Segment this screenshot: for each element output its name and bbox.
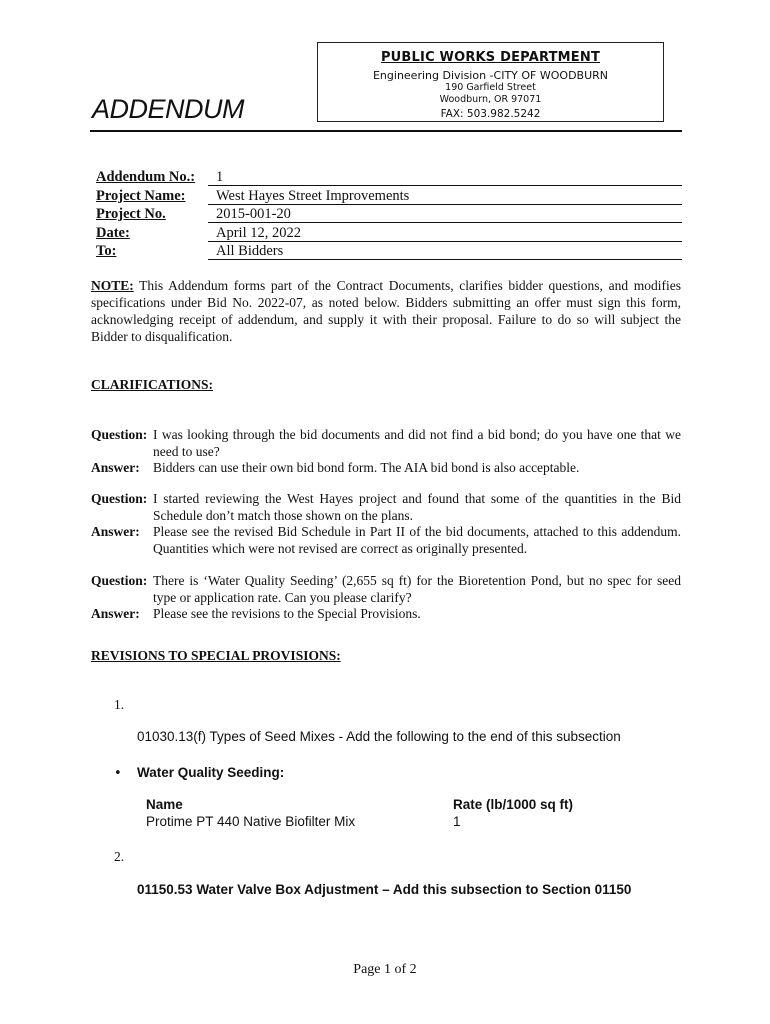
department-box xyxy=(317,42,664,122)
note-label: NOTE: xyxy=(91,278,134,293)
revision-number-1: 1. xyxy=(114,697,125,712)
question-text: I was looking through the bid documents and did not find a bid bond; do you have one that we need to use? xyxy=(153,427,681,459)
title-rule xyxy=(90,130,682,132)
revision-text-1: 01030.13(f) Types of Seed Mixes - Add the following to the end of this subsection xyxy=(137,729,621,744)
info-value: April 12, 2022 xyxy=(208,225,682,242)
info-value: All Bidders xyxy=(208,243,682,260)
info-row-project-name xyxy=(96,187,682,205)
answer-text: Please see the revised Bid Schedule in Part II of the bid documents, attached to this addendum. Quantities which were not revised are correct as originally presented. xyxy=(153,524,681,556)
question xyxy=(91,427,681,460)
info-label: Project No. xyxy=(96,206,166,222)
revision-number-2: 2. xyxy=(114,849,125,864)
note-paragraph xyxy=(91,277,681,345)
qa-block-1 xyxy=(91,427,681,477)
question-text: I started reviewing the West Hayes project and found that some of the quantities in the Bid Schedule don’t match those shown on the plans. xyxy=(153,491,681,523)
answer-text: Bidders can use their own bid bond form. The AIA bid bond is also acceptable. xyxy=(153,460,580,475)
answer xyxy=(91,460,681,477)
answer xyxy=(91,524,681,557)
question xyxy=(91,491,681,524)
question-label: Question: xyxy=(91,573,148,588)
question xyxy=(91,573,681,606)
qa-block-2 xyxy=(91,491,681,557)
department-name: PUBLIC WORKS DEPARTMENT xyxy=(380,50,601,65)
seed-table-cell-name: Protime PT 440 Native Biofilter Mix xyxy=(146,814,356,829)
bullet-icon: • xyxy=(114,766,122,781)
info-row-project-no xyxy=(96,205,682,223)
info-label: Addendum No.: xyxy=(96,169,196,185)
question-label: Question: xyxy=(91,491,148,506)
question-label: Question: xyxy=(91,427,148,442)
clarifications-heading: CLARIFICATIONS: xyxy=(91,377,214,392)
revisions-heading: REVISIONS TO SPECIAL PROVISIONS: xyxy=(91,648,341,663)
seed-table-cell-rate: 1 xyxy=(453,814,461,829)
document-title: ADDENDUM xyxy=(92,94,245,124)
answer-label: Answer: xyxy=(91,460,140,475)
answer-label: Answer: xyxy=(91,606,140,621)
answer-label: Answer: xyxy=(91,524,140,539)
info-label: Date: xyxy=(96,225,130,241)
info-row-addendum-no xyxy=(96,168,682,186)
info-value: West Hayes Street Improvements xyxy=(208,188,682,205)
street-address: 190 Garfield Street xyxy=(445,82,536,93)
seed-table-header-rate: Rate (lb/1000 sq ft) xyxy=(453,797,574,812)
answer-text: Please see the revisions to the Special Provisions. xyxy=(153,606,421,621)
answer xyxy=(91,606,681,623)
seed-table-header-name: Name xyxy=(146,797,183,812)
page-number: Page 1 of 2 xyxy=(353,962,417,977)
qa-block-3 xyxy=(91,573,681,623)
info-row-date xyxy=(96,224,682,242)
note-text: This Addendum forms part of the Contract Documents, clarifies bidder questions, and modifies specifications under Bid No. 2022-07, as noted below. Bidders submitting an offer must sign this form, acknowledging receipt of addendum, and supply it with their proposal. Failure to do so will subject the Bidder to disqualification. xyxy=(91,278,681,344)
revision-text-2: 01150.53 Water Valve Box Adjustment – Add this subsection to Section 01150 xyxy=(137,882,632,897)
info-label: To: xyxy=(96,243,117,259)
info-row-to xyxy=(96,242,682,260)
info-value: 2015-001-20 xyxy=(208,206,682,223)
question-text: There is ‘Water Quality Seeding’ (2,655 sq ft) for the Bioretention Pond, but no spec for seed type or application rate. Can you please clarify? xyxy=(153,573,681,605)
city-address: Woodburn, OR 97071 xyxy=(439,94,542,105)
info-label: Project Name: xyxy=(96,188,186,204)
bullet-label: Water Quality Seeding: xyxy=(137,765,285,780)
info-value: 1 xyxy=(208,169,682,186)
division-name: Engineering Division -CITY OF WOODBURN xyxy=(372,69,609,82)
fax-number: FAX: 503.982.5242 xyxy=(440,108,541,120)
